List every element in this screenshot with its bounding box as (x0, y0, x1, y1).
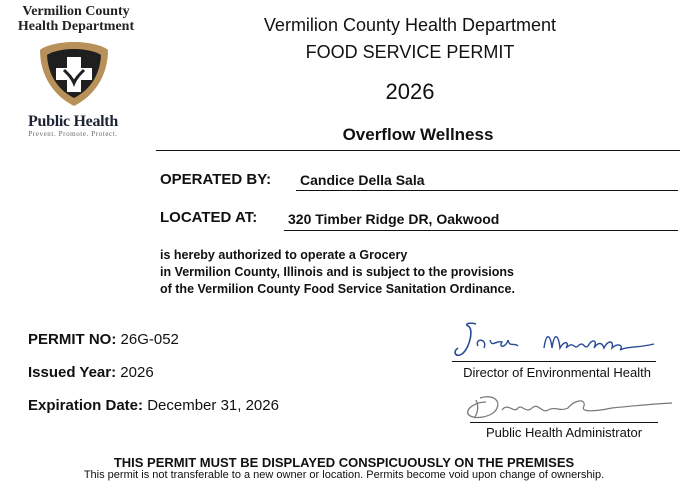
director-signature (448, 318, 664, 364)
authorization-line1: is hereby authorized to operate a Grocery (160, 248, 408, 262)
operated-by-underline (296, 190, 678, 191)
permit-number (28, 331, 179, 348)
operated-by-value: Candice Della Sala (300, 172, 425, 188)
expiration-date-label: Expiration Date: (28, 397, 144, 414)
agency-tagline: Prevent. Promote. Protect. (28, 130, 118, 138)
located-at-value: 320 Timber Ridge DR, Oakwood (288, 211, 500, 227)
shield-icon (36, 40, 112, 108)
issued-year-label: Issued Year: (28, 364, 117, 381)
permit-number-label: PERMIT NO: (28, 331, 117, 348)
display-notice: THIS PERMIT MUST BE DISPLAYED CONSPICUOUSLY ON THE PREMISES (113, 455, 575, 470)
operated-by-label: OPERATED BY: (160, 171, 272, 188)
business-name: Overflow Wellness (342, 125, 494, 144)
administrator-signature (462, 392, 676, 424)
issued-year (28, 364, 154, 381)
expiration-date (28, 397, 279, 414)
logo-title-line2: Health Department (17, 19, 135, 34)
director-signature-line (452, 361, 656, 362)
business-name-underline (156, 150, 680, 151)
administrator-signature-line (470, 422, 658, 423)
agency-logo-title (6, 4, 146, 34)
director-title: Director of Environmental Health (463, 365, 651, 380)
authorization-text (160, 247, 660, 298)
located-at-underline (284, 230, 678, 231)
public-health-label: Public Health (28, 113, 118, 130)
permit-type-title: FOOD SERVICE PERMIT (305, 42, 515, 62)
transfer-disclaimer: This permit is not transferable to a new owner or location. Permits become void upon change of ownership. (83, 469, 605, 481)
department-title: Vermilion County Health Department (263, 15, 557, 35)
authorization-line2: in Vermilion County, Illinois and is subject to the provisions (160, 265, 514, 279)
issued-year-value: 2026 (120, 364, 154, 381)
permit-number-value: 26G-052 (120, 331, 179, 348)
permit-year: 2026 (385, 79, 435, 104)
administrator-title: Public Health Administrator (485, 425, 643, 440)
expiration-date-value: December 31, 2026 (147, 397, 279, 414)
authorization-line3: of the Vermilion County Food Service Sanitation Ordinance. (160, 282, 515, 296)
located-at-label: LOCATED AT: (160, 209, 258, 226)
logo-title-line1: Vermilion County (22, 4, 130, 19)
